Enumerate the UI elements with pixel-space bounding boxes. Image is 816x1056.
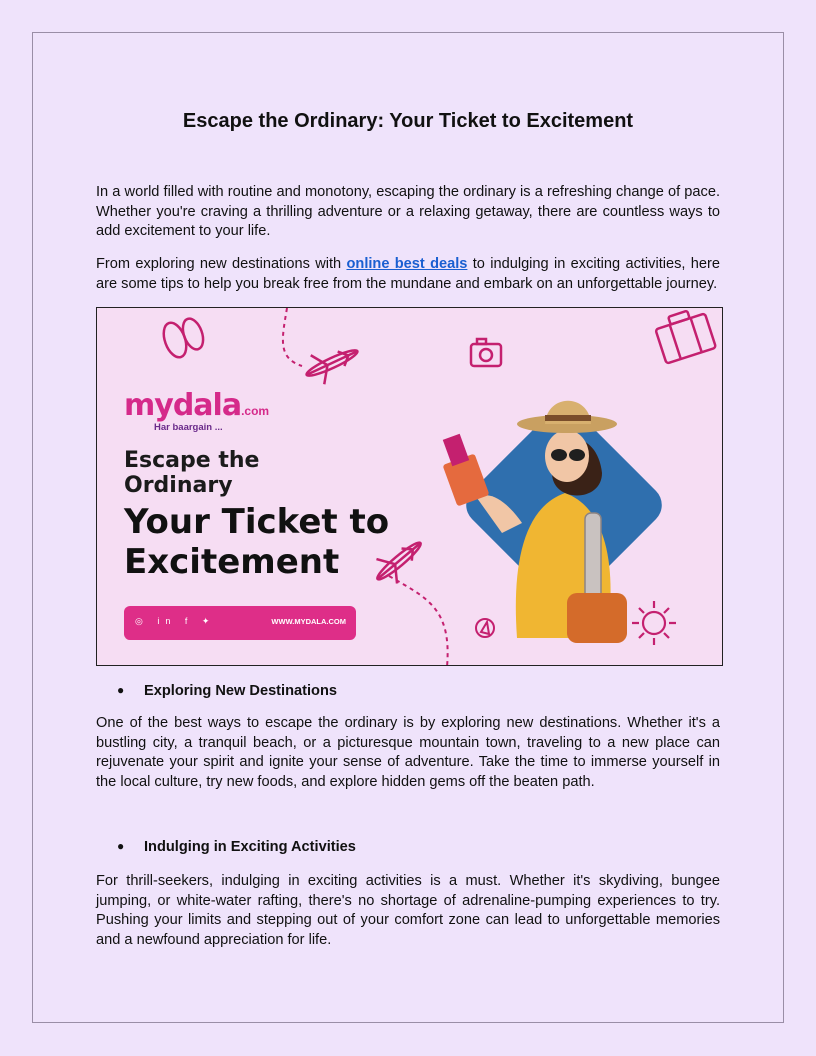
logo-wordmark: mydala <box>124 388 242 423</box>
flip-flops-icon <box>159 316 206 360</box>
banner-headline-line-2: Excitement <box>124 542 340 582</box>
tips-text-after: to indulging in exciting activities, here are some tips to help you break free from the mundane and embark on an unforgettable journey. <box>96 256 720 292</box>
tips-paragraph <box>96 255 720 294</box>
mydala-logo <box>124 388 270 433</box>
ticket-icon <box>443 434 469 466</box>
section-heading-text: Exploring New Destinations <box>144 683 337 699</box>
section-heading-activities <box>117 839 356 855</box>
banner-subtitle-line-1: Escape the <box>124 448 260 473</box>
sun-icon <box>632 601 676 645</box>
suitcase-icon <box>653 308 716 364</box>
section-heading-text: Indulging in Exciting Activities <box>144 839 356 855</box>
airplane-icon-top <box>300 337 364 390</box>
destinations-paragraph: One of the best ways to escape the ordinary is by exploring new destinations. Whether it's a bustling city, a tranquil beach, or a picturesque mountain town, traveling to a new place can rejuvenate your spirit and ignite your sense of adventure. Take the time to immerse yourself in the local culture, try new foods, and explore hidden gems off the beaten path. <box>96 715 720 790</box>
section-heading-destinations <box>117 683 337 699</box>
logo-tagline: Har baargain ... <box>154 422 223 433</box>
banner-headline-line-1: Your Ticket to <box>124 502 390 542</box>
banner-subtitle-line-2: Ordinary <box>124 473 233 498</box>
banner-footer-bar <box>124 606 356 640</box>
activities-paragraph: For thrill-seekers, indulging in exciting activities is a must. Whether it's skydiving, bungee jumping, or white-water rafting, there's no shortage of adrenaline-pumping experiences to try. Pushing your limits and stepping out of your comfort zone can lead to unforgettable memories and a newfound appreciation for life. <box>96 873 720 948</box>
social-icons: ◎ in f ✦ <box>135 616 216 626</box>
camera-icon <box>471 339 501 366</box>
banner-website-url: WWW.MYDALA.COM <box>271 617 346 626</box>
bullet-icon: ● <box>117 839 125 853</box>
banner-headline <box>124 502 389 582</box>
hero-banner-image <box>96 307 723 666</box>
tips-text-before: From exploring new destinations with <box>96 256 347 272</box>
banner-subtitle <box>124 448 259 498</box>
intro-paragraph: In a world filled with routine and monotony, escaping the ordinary is a refreshing change of pace. Whether you're craving a thrilling adventure or a relaxing getaway, there are countless ways to add excitement to your life. <box>96 184 720 239</box>
online-best-deals-link[interactable]: online best deals <box>346 256 468 272</box>
bullet-icon: ● <box>117 683 125 697</box>
logo-domain: .com <box>241 404 270 418</box>
page-title: Escape the Ordinary: Your Ticket to Excitement <box>182 110 634 132</box>
compass-icon <box>476 619 494 637</box>
